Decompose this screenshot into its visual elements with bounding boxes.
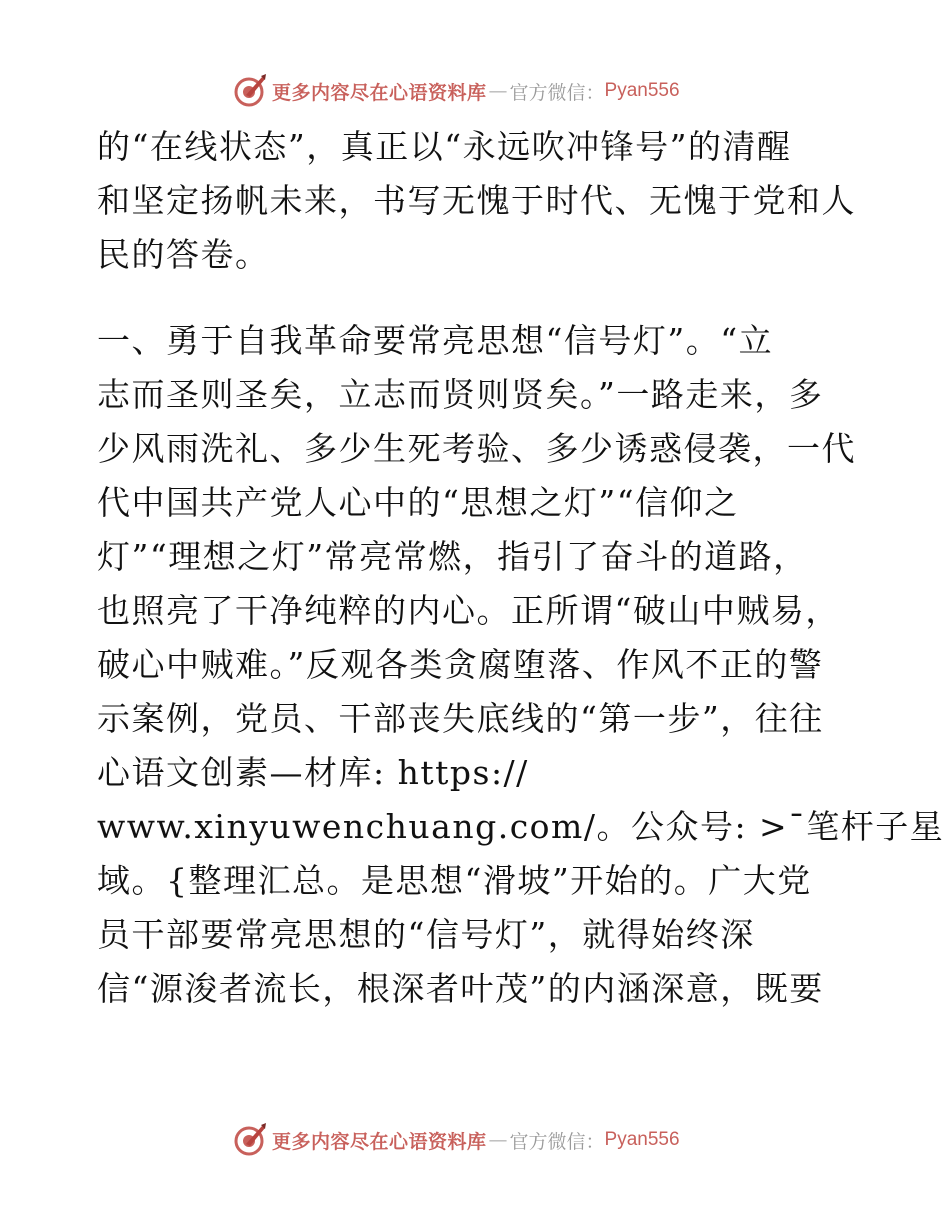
paragraph-2: [97, 314, 945, 1016]
text-line: 少风雨洗礼、多少生死考验、多少诱惑侵袭，一代: [97, 429, 856, 468]
text-line: 破心中贼难。”反观各类贪腐堕落、作风不正的警: [97, 645, 824, 684]
header-watermark: [232, 71, 680, 111]
quill-seal-icon: [232, 73, 268, 109]
paragraph-1: [97, 120, 857, 282]
text-line: 员干部要常亮思想的“信号灯”，就得始终深: [97, 915, 755, 954]
text-line: 也照亮了干净纯粹的内心。正所谓“破山中贼易，: [97, 591, 840, 630]
document-body: [97, 120, 945, 1016]
text-line: 示案例，党员、干部丧失底线的“第一步”，往往: [97, 699, 824, 738]
watermark-wechat-label: 官方微信：: [509, 81, 605, 104]
watermark-wechat-label: 官方微信：: [509, 1130, 605, 1153]
text-line: 和坚定扬帆未来，书写无愧于时代、无愧于党和人: [97, 181, 856, 220]
watermark-wechat-id: Pyan556: [604, 80, 680, 101]
watermark-text: 更多内容尽在心语资料库: [272, 1130, 487, 1153]
text-line: 灯”“理想之灯”常亮常燃，指引了奋斗的道路，: [97, 537, 808, 576]
watermark-dash: —: [488, 80, 508, 102]
footer-watermark: [232, 1120, 680, 1160]
text-line: 信“源浚者流长，根深者叶茂”的内涵深意，既要: [97, 969, 824, 1008]
text-line: 域。{整理汇总。是思想“滑坡”开始的。广大党: [97, 861, 812, 900]
text-line: 志而圣则圣矣，立志而贤则贤矣。”一路走来，多: [97, 375, 824, 414]
text-line: 心语文创素—材库: https://: [97, 753, 529, 792]
text-line: 的“在线状态”，真正以“永远吹冲锋号”的清醒: [97, 127, 792, 166]
text-line: www.xinyuwenchuang.com/。公众号: >¯笔杆子星: [97, 807, 945, 846]
watermark-wechat-id: Pyan556: [604, 1129, 680, 1150]
text-line: 一、勇于自我革命要常亮思想“信号灯”。“立: [97, 321, 774, 360]
text-line: 民的答卷。: [97, 235, 270, 274]
quill-seal-icon: [232, 1122, 268, 1158]
paragraph-gap: [97, 282, 857, 314]
text-line: 代中国共产党人心中的“思想之灯”“信仰之: [97, 483, 739, 522]
watermark-dash: —: [488, 1129, 508, 1151]
watermark-text: 更多内容尽在心语资料库: [272, 81, 487, 104]
